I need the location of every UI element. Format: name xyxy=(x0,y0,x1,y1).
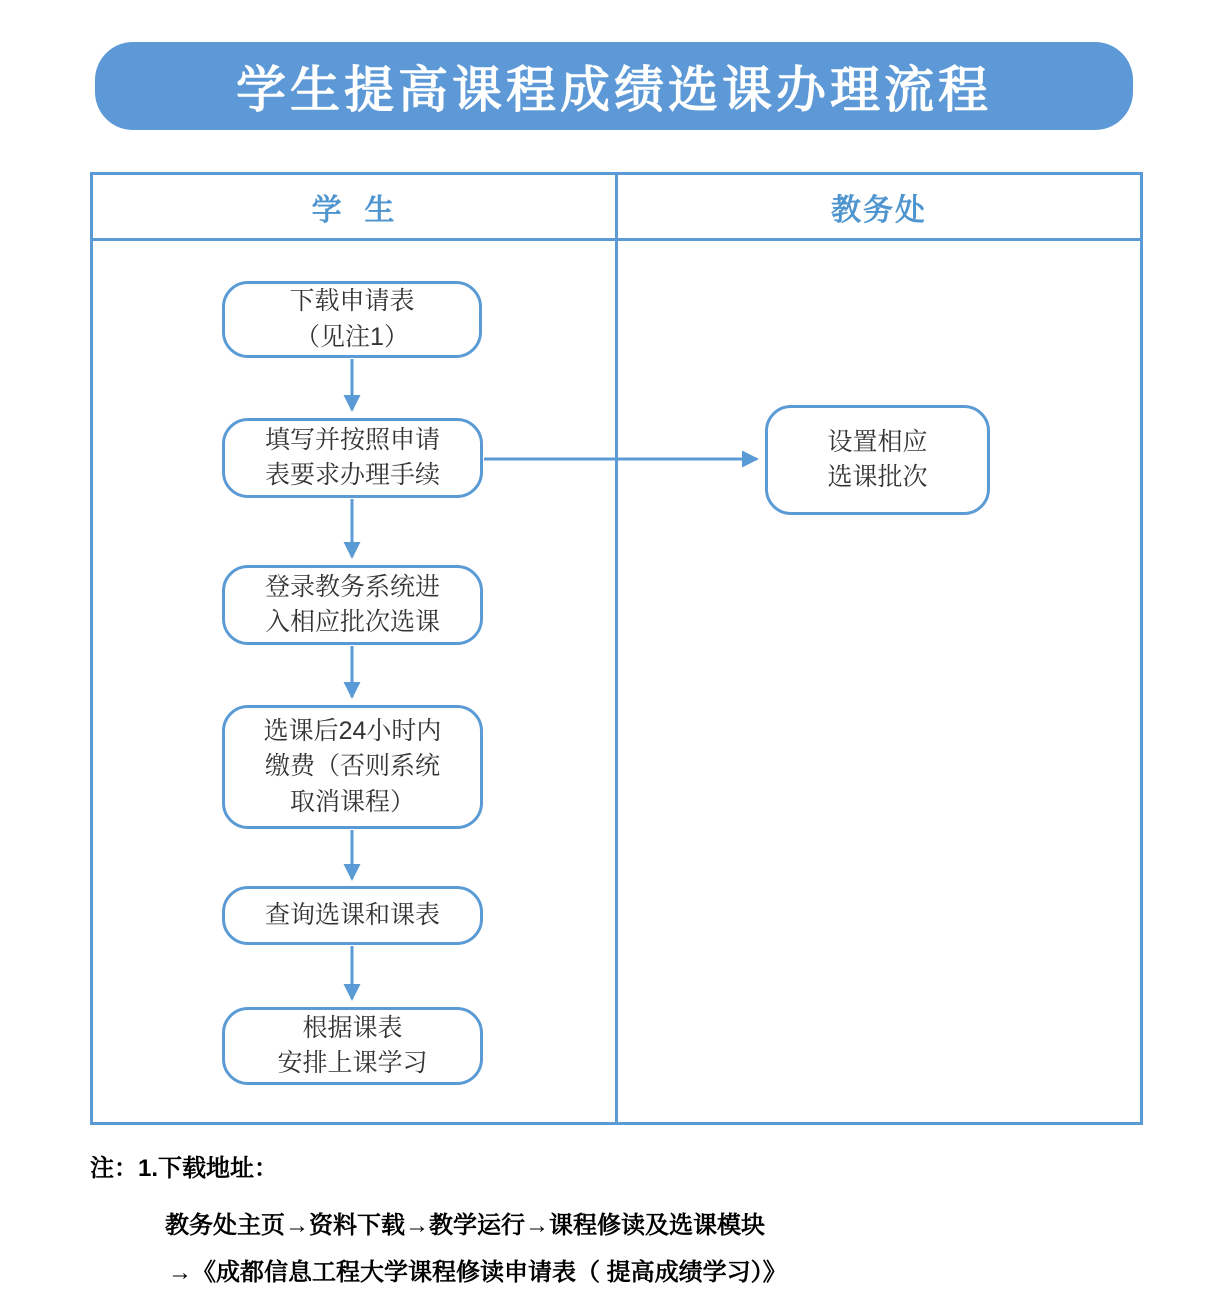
step-set-batch xyxy=(765,405,990,515)
step-text: 填写并按照申请 xyxy=(264,425,440,454)
step-text: 取消课程） xyxy=(289,787,415,816)
step-text: 登录教务系统进 xyxy=(264,572,440,601)
step-pay-fee xyxy=(222,705,483,829)
title-banner xyxy=(95,42,1133,130)
header-divider xyxy=(93,238,1140,241)
step-download-form xyxy=(222,281,482,358)
step-check-schedule xyxy=(222,886,483,945)
note-download-path: 教务处主页→资料下载→教学运行→课程修读及选课模块 xyxy=(165,1212,765,1239)
note-label: 注：1.下载地址： xyxy=(90,1155,279,1182)
step-text: 根据课表 xyxy=(302,1013,403,1042)
lane-divider xyxy=(615,175,618,1122)
notes-section xyxy=(90,1148,1190,1287)
page-title: 学生提高课程成绩选课办理流程 xyxy=(236,62,992,118)
step-text: 查询选课和课表 xyxy=(264,900,440,929)
step-text: 设置相应 xyxy=(827,427,928,456)
step-attend-class xyxy=(222,1007,483,1085)
step-text: 下载申请表 xyxy=(289,287,415,315)
lane-header-student: 学 生 xyxy=(311,193,397,227)
step-text: 选课批次 xyxy=(827,463,928,491)
step-text: 选课后24小时内 xyxy=(263,716,442,745)
step-text: 缴费（否则系统 xyxy=(264,752,440,781)
step-text: 表要求办理手续 xyxy=(264,461,440,489)
step-text: 入相应批次选课 xyxy=(264,608,440,636)
step-text: 安排上课学习 xyxy=(277,1049,428,1077)
step-login-system xyxy=(222,565,483,645)
note-form-name: →《成都信息工程大学课程修读申请表（ 提高成绩学习）》 xyxy=(168,1259,787,1286)
lane-header-office: 教务处 xyxy=(831,193,927,227)
step-text: （见注1） xyxy=(295,322,409,351)
step-fill-form xyxy=(222,418,483,498)
